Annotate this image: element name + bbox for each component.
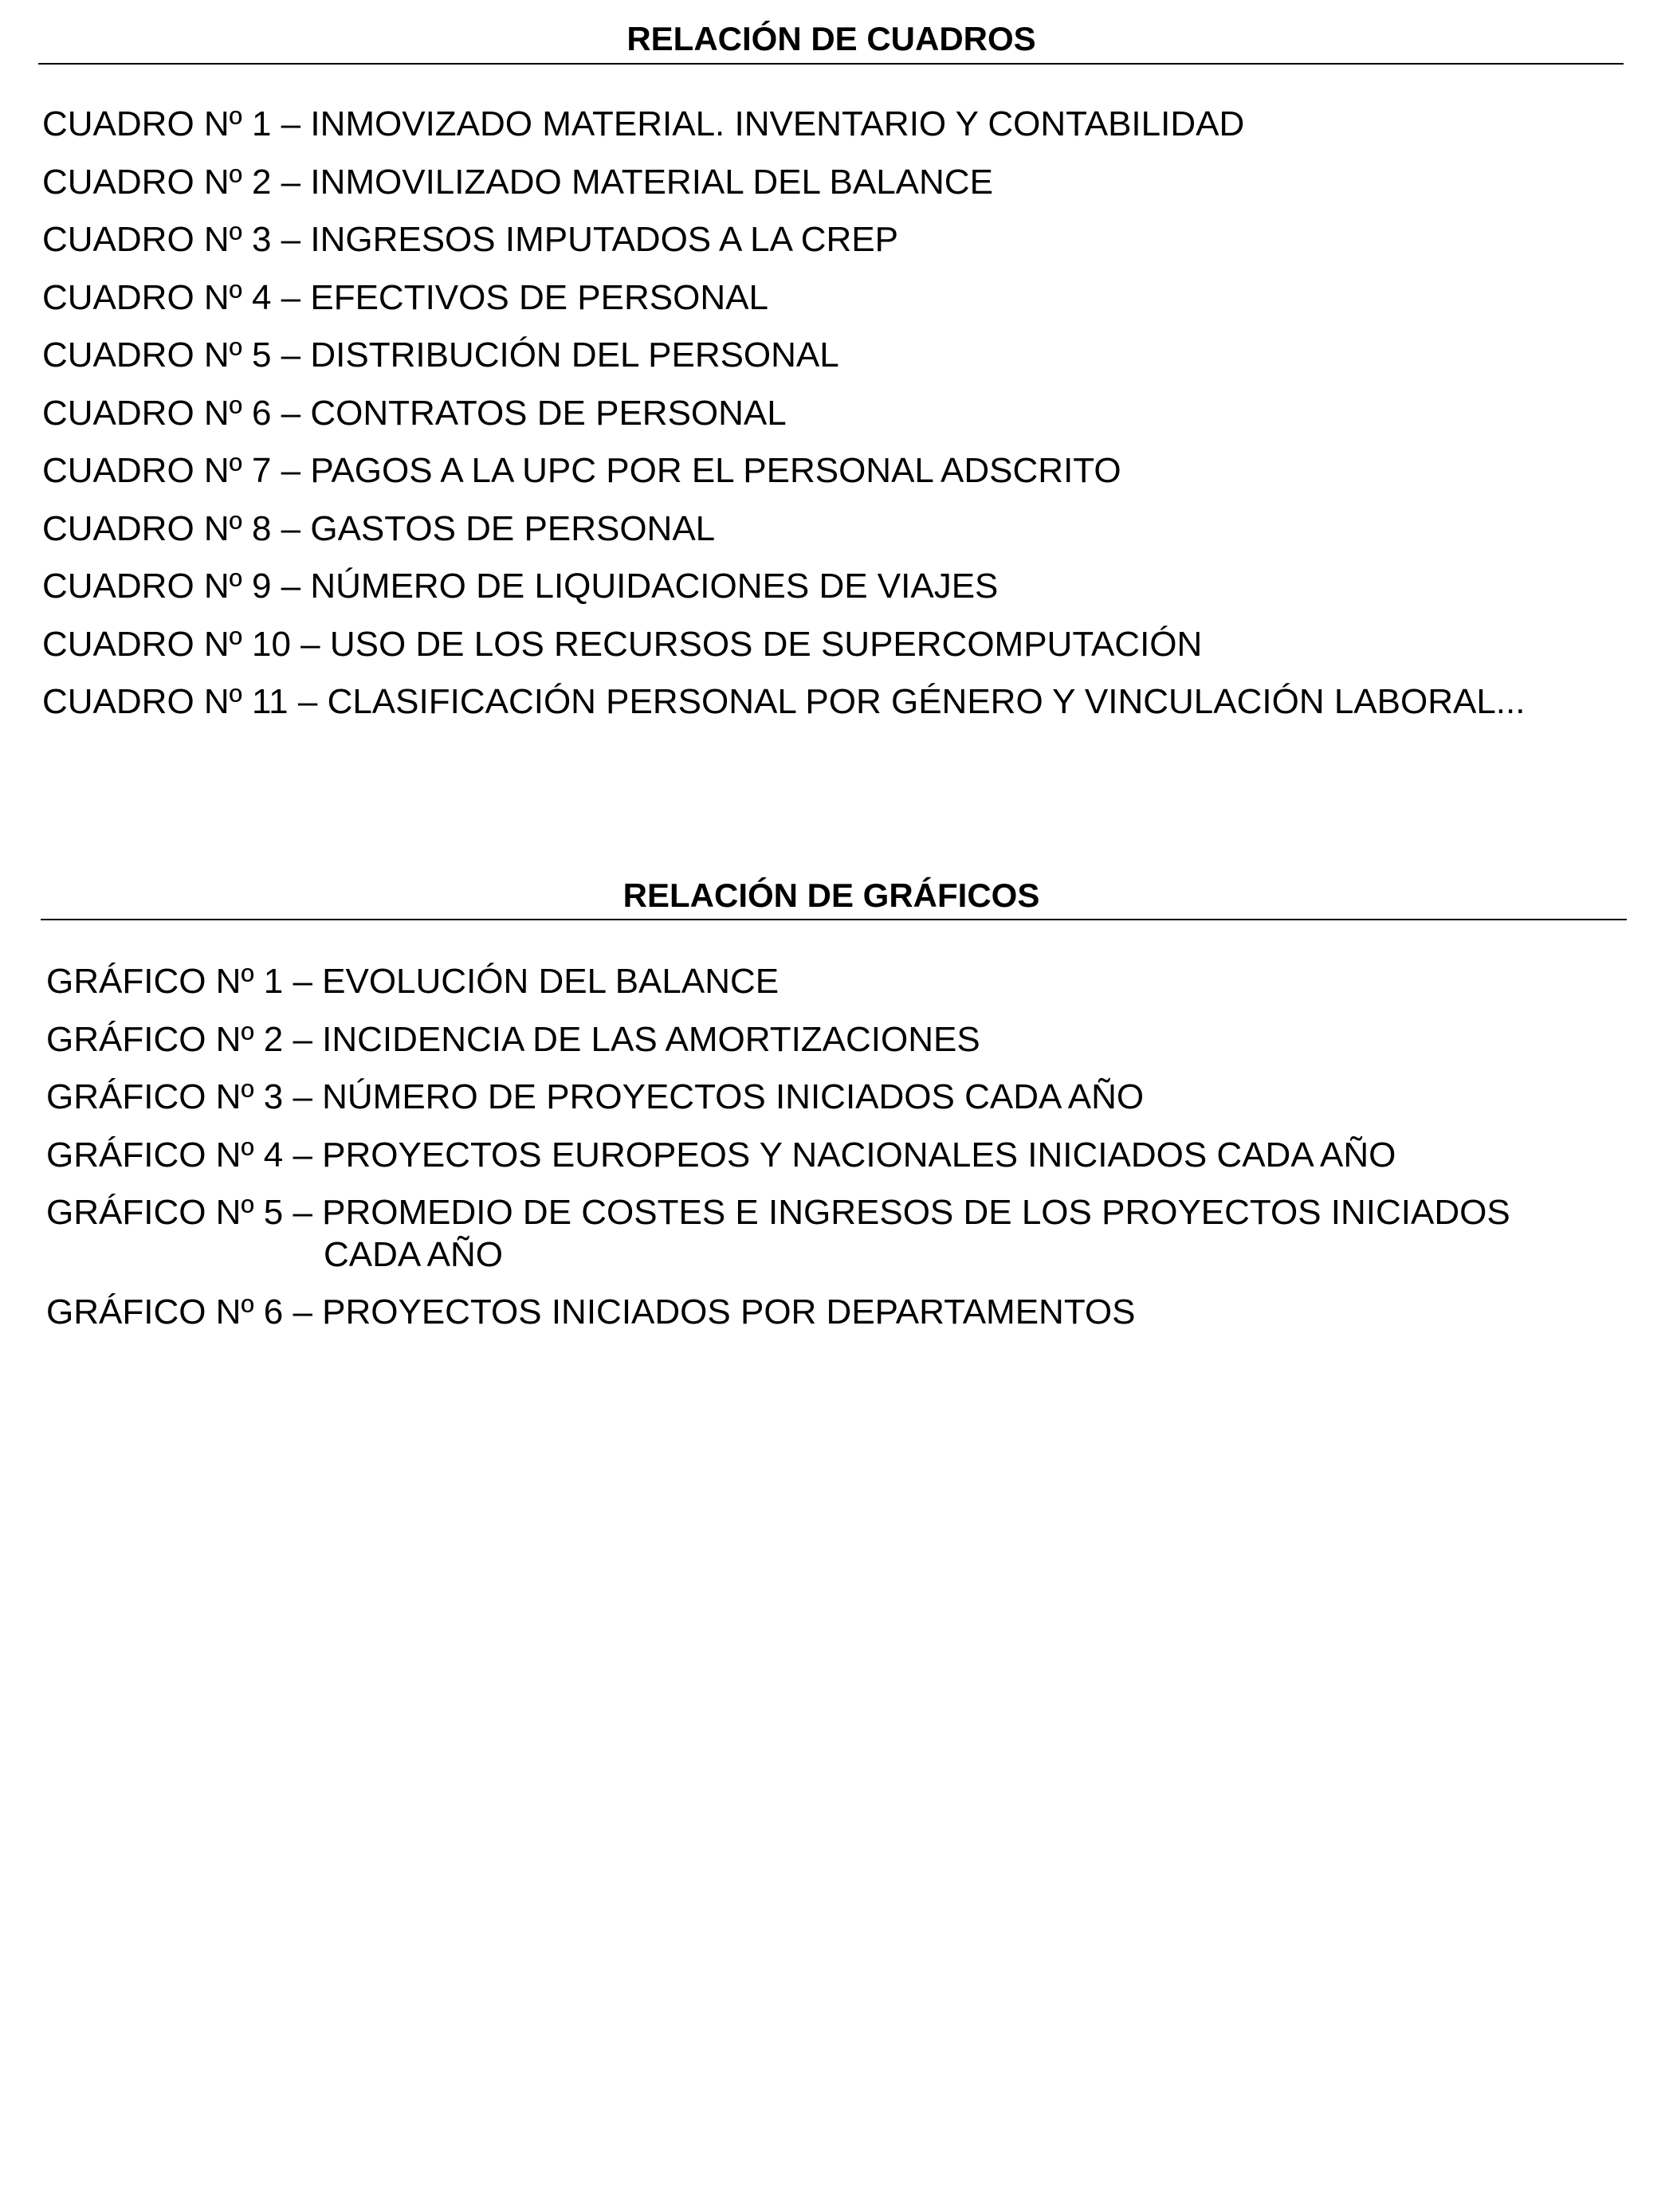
cuadro-item: CUADRO Nº 2 – INMOVILIZADO MATERIAL DEL BALANCE: [42, 162, 993, 202]
graficos-list: [46, 953, 1510, 1341]
cuadro-item: CUADRO Nº 8 – GASTOS DE PERSONAL: [42, 508, 716, 548]
cuadro-item: CUADRO Nº 1 – INMOVIZADO MATERIAL. INVENTARIO Y CONTABILIDAD: [42, 104, 1245, 143]
grafico-item: GRÁFICO Nº 6 – PROYECTOS INICIADOS POR DEPARTAMENTOS: [46, 1292, 1136, 1332]
cuadro-item: CUADRO Nº 9 – NÚMERO DE LIQUIDACIONES DE VIAJES: [42, 567, 999, 606]
cuadro-item: CUADRO Nº 4 – EFECTIVOS DE PERSONAL: [42, 277, 768, 317]
cuadro-item: CUADRO Nº 6 – CONTRATOS DE PERSONAL: [42, 393, 787, 433]
grafico-item: GRÁFICO Nº 3 – NÚMERO DE PROYECTOS INICIADOS CADA AÑO: [46, 1077, 1145, 1116]
cuadros-divider: [38, 63, 1624, 65]
cuadro-item: CUADRO Nº 5 – DISTRIBUCIÓN DEL PERSONAL: [42, 335, 839, 375]
cuadros-heading: RELACIÓN DE CUADROS: [626, 20, 1036, 57]
cuadro-item: CUADRO Nº 11 – CLASIFICACIÓN PERSONAL POR GÉNERO Y VINCULACIÓN LABORAL...: [42, 682, 1526, 721]
grafico-item: GRÁFICO Nº 4 – PROYECTOS EUROPEOS Y NACIONALES INICIADOS CADA AÑO: [46, 1135, 1396, 1175]
graficos-divider: [41, 919, 1627, 920]
grafico-item-5: [46, 1184, 1510, 1276]
grafico-item-5-text: GRÁFICO Nº 5 – PROMEDIO DE COSTES E INGRESOS DE LOS PROYECTOS INICIADOS: [46, 1193, 1510, 1232]
cuadro-item: CUADRO Nº 3 – INGRESOS IMPUTADOS A LA CREP: [42, 220, 898, 259]
grafico-item: GRÁFICO Nº 2 – INCIDENCIA DE LAS AMORTIZACIONES: [46, 1019, 980, 1059]
graficos-heading: RELACIÓN DE GRÁFICOS: [622, 877, 1040, 914]
grafico-item: GRÁFICO Nº 1 – EVOLUCIÓN DEL BALANCE: [46, 962, 780, 1001]
cuadro-item: CUADRO Nº 7 – PAGOS A LA UPC POR EL PERSONAL ADSCRITO: [42, 451, 1121, 490]
cuadros-list: [42, 96, 1525, 731]
grafico-item-5-continuation: CADA AÑO: [324, 1234, 503, 1274]
cuadro-item: CUADRO Nº 10 – USO DE LOS RECURSOS DE SUPERCOMPUTACIÓN: [42, 624, 1203, 664]
